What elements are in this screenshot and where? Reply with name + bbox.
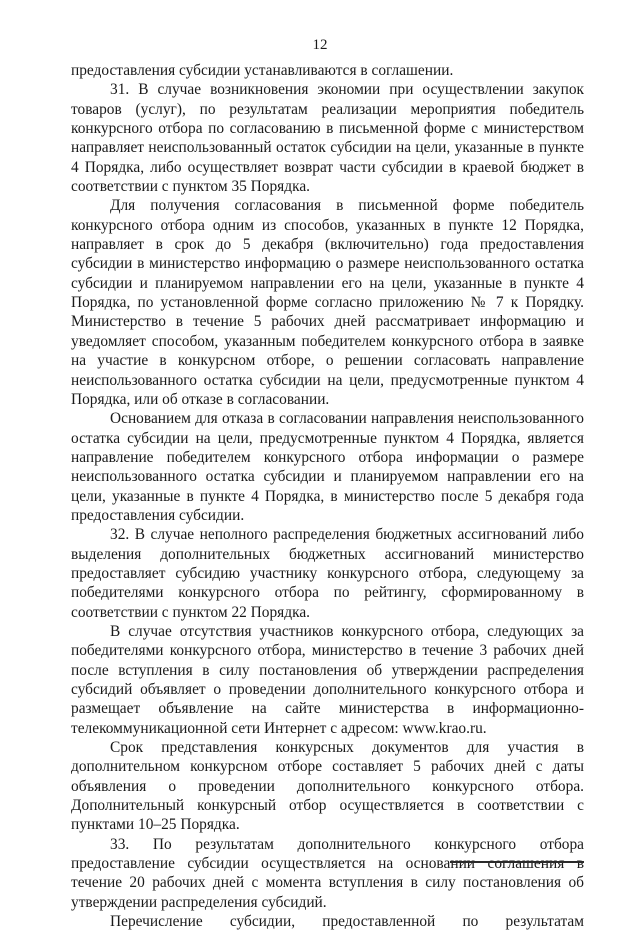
footer-rule xyxy=(450,861,584,863)
page-number: 12 xyxy=(312,37,328,53)
document-body xyxy=(71,61,584,931)
paragraph-clause-32: 32. В случае неполного распределения бюджетных ассигнований либо выделения дополнительных бюджетных ассигнований министерство предоставляет субсидию участнику конкурсного отбора, следующему за победителями конкурсного отбора по рейтингу, сформированному в соответствии с пунктом 22 Порядка. xyxy=(71,526,584,621)
paragraph-clause-33: 33. По результатам дополнительного конкурсного отбора предоставление субсидии осуществляется на основании соглашения в течение 20 рабочих дней с момента вступления в силу постановления об утверждении распределения субсидий. xyxy=(71,835,584,911)
paragraph-approval-procedure: Для получения согласования в письменной форме победитель конкурсного отбора одним из способов, указанных в пункте 12 Порядка, направляет в срок до 5 декабря (включительно) года предоставления субсидии в министерство информацию о размере неиспользованного остатка субсидии и планируемом направлении его на цели, указанные в пункте 4 Порядка, по установленной форме согласно приложению № 7 к Порядку. Министерство в течение 5 рабочих дней рассматривает информацию и уведомляет способом, указанным победителем конкурсного отбора в заявке на участие в конкурсном отборе, о решении согласовать направление неиспользованного остатка субсидии на цели, предусмотренные пунктом 4 Порядка, или об отказе в согласовании. xyxy=(71,197,584,408)
paragraph-additional-selection: В случае отсутствия участников конкурсного отбора, следующих за победителями конкурсного отбора, министерство в течение 3 рабочих дней после вступления в силу постановления об утверждении распределения субсидий объявляет о проведении дополнительного конкурсного отбора и размещает объявление на сайте министерства в информационно-телекоммуникационной сети Интернет с адресом: www.krao.ru. xyxy=(71,622,584,737)
paragraph-clause-31: 31. В случае возникновения экономии при осуществлении закупок товаров (услуг), по результатам реализации мероприятия победитель конкурсного отбора по согласованию в письменной форме с министерством направляет неиспользованный остаток субсидии на цели, указанные в пункте 4 Порядка, либо осуществляет возврат части субсидии в краевой бюджет в соответствии с пунктом 35 Порядка. xyxy=(71,81,584,196)
paragraph-submission-deadline: Срок представления конкурсных документов для участия в дополнительном конкурсном отборе составляет 5 рабочих дней с даты объявления о проведении дополнительного конкурсного отбора. Дополнительный конкурсный отбор осуществляется в соответствии с пунктами 10–25 Порядка. xyxy=(71,739,584,834)
paragraph-continuation: предоставления субсидии устанавливаются в соглашении. xyxy=(71,62,454,79)
paragraph-refusal-grounds: Основанием для отказа в согласовании направления неиспользованного остатка субсидии на цели, предусмотренные пунктом 4 Порядка, является направление победителем конкурсного отбора информации о размере неиспользованного остатка субсидии и планируемом направлении его на цели, указанные в пункте 4 Порядка, в министерство после 5 декабря года предоставления субсидии. xyxy=(71,410,584,524)
paragraph-transfer: Перечисление субсидии, предоставленной по результатам xyxy=(110,913,584,931)
